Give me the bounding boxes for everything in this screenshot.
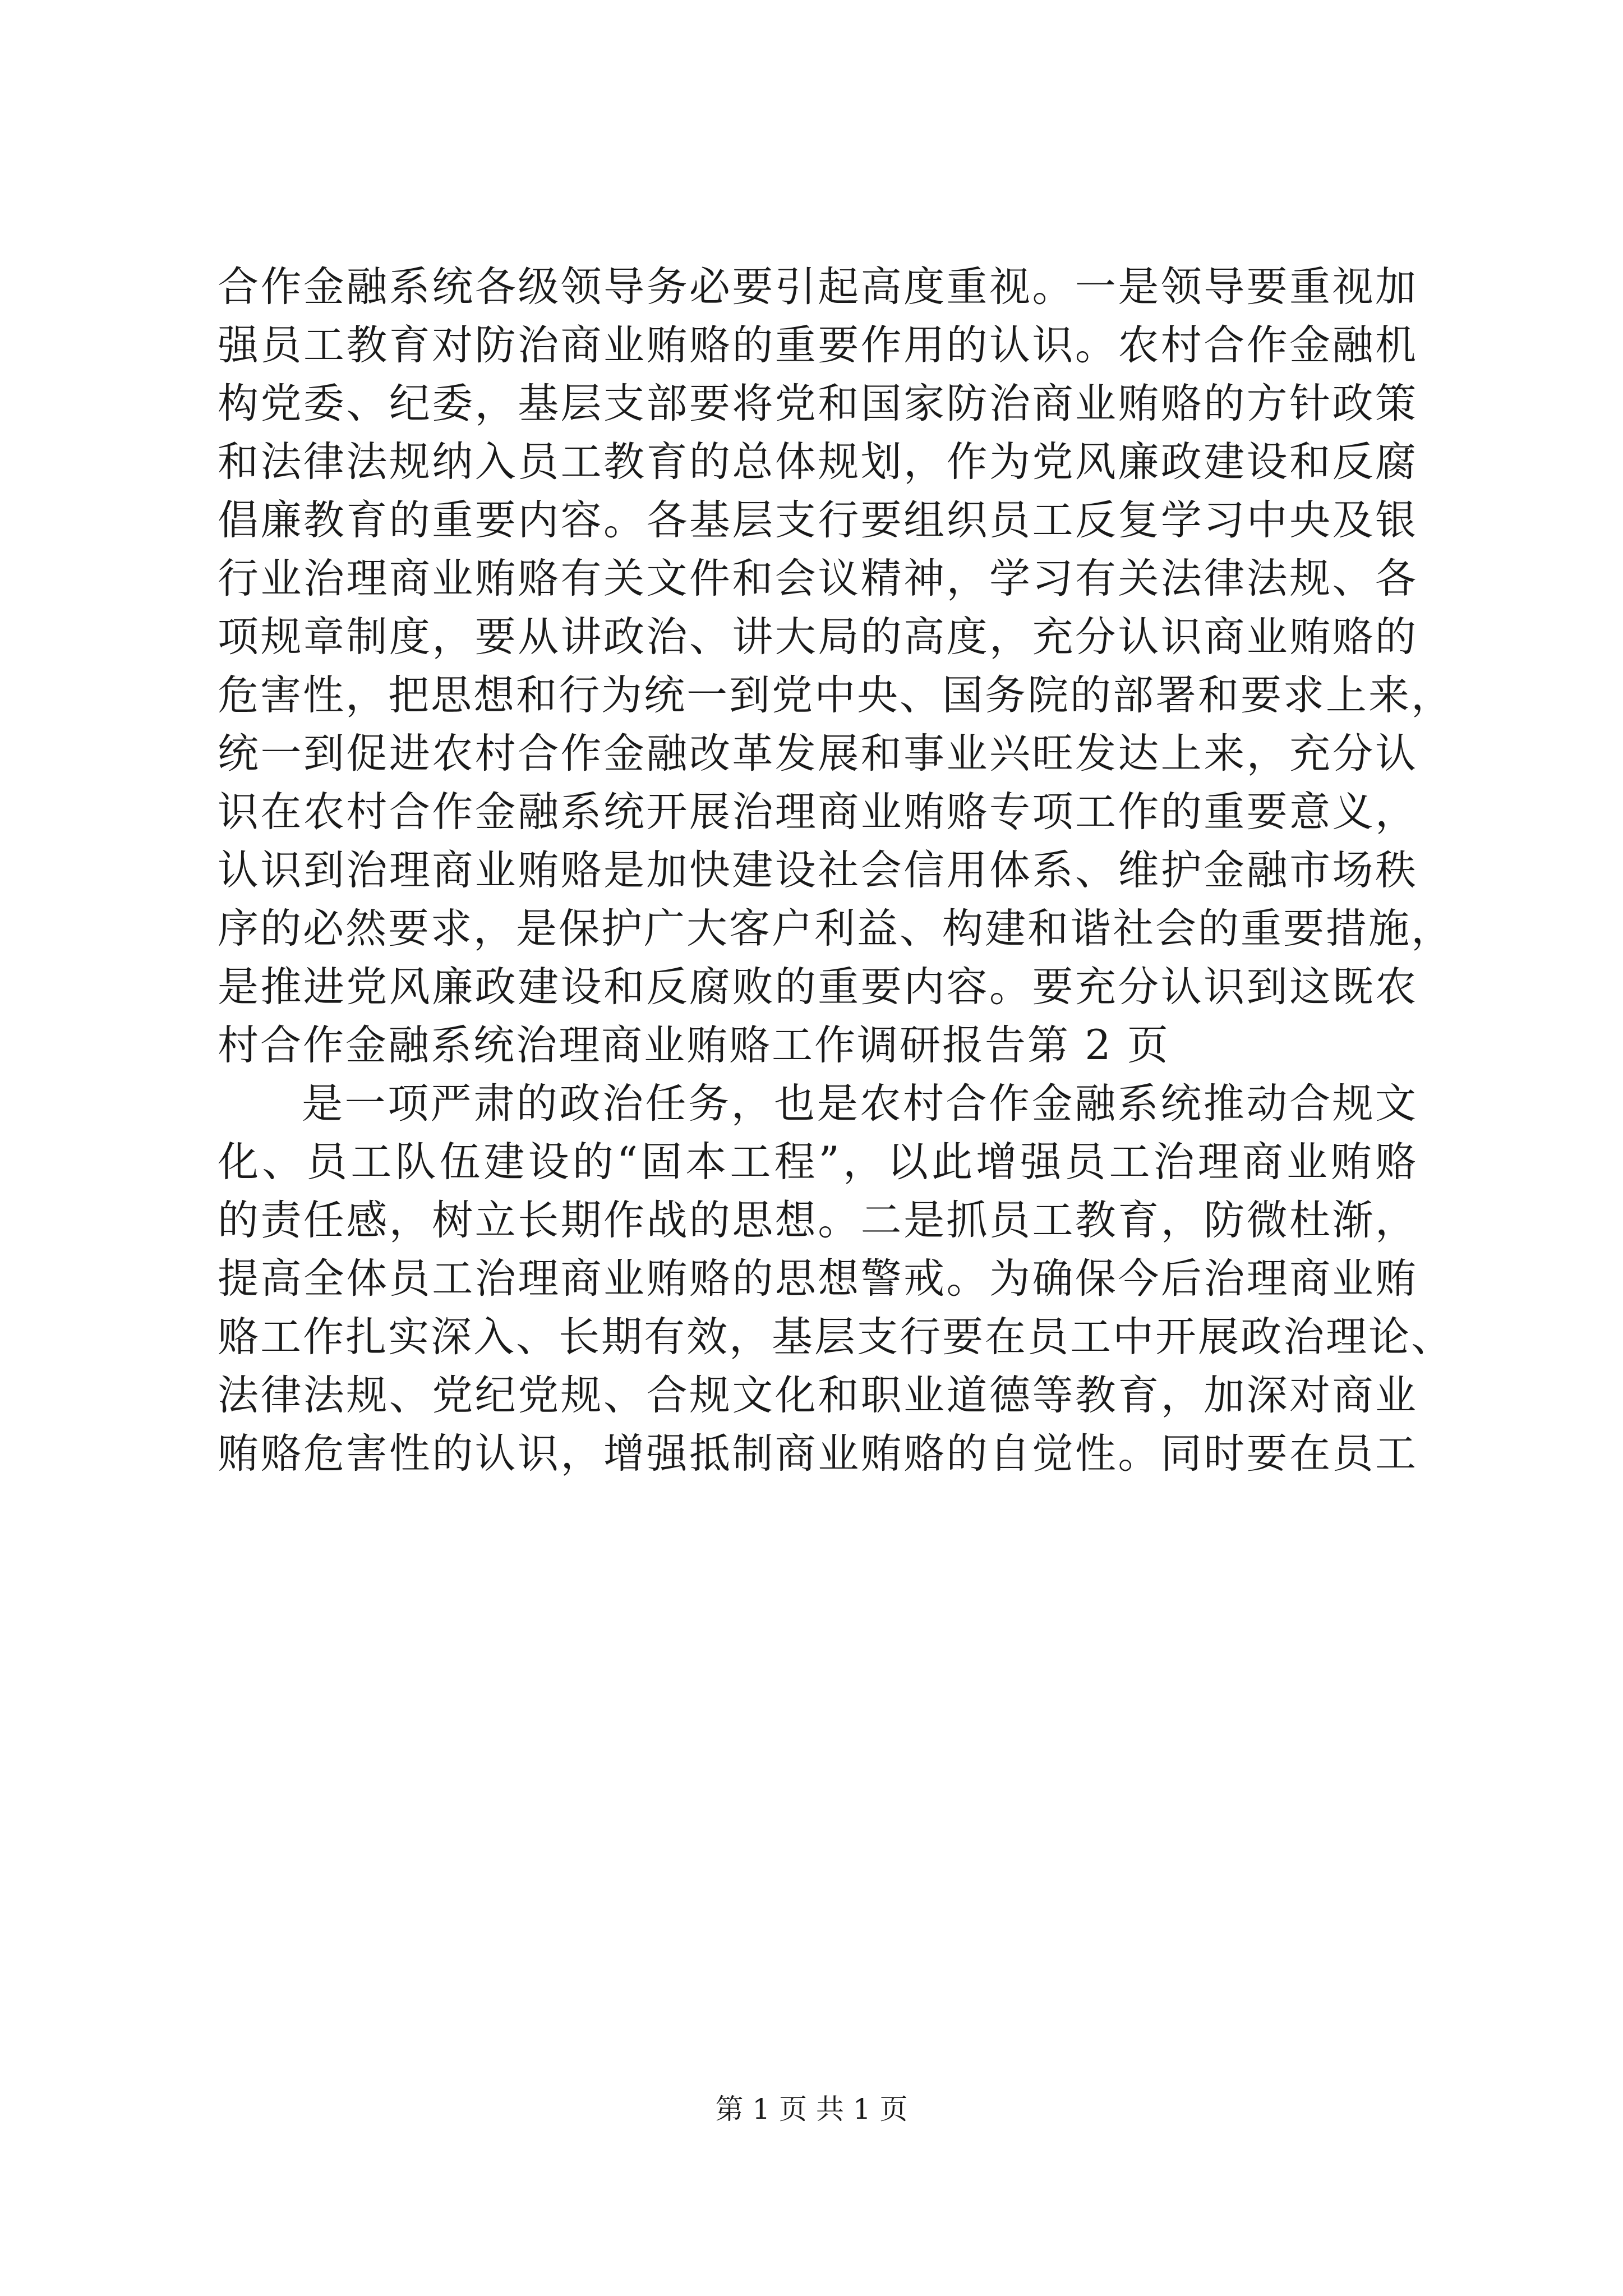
text-line: 和法律法规纳入员工教育的总体规划，作为党风廉政建设和反腐: [218, 438, 1418, 486]
text-line: 合作金融系统各级领导务必要引起高度重视。一是领导要重视加: [218, 263, 1418, 311]
text-line: 构党委、纪委，基层支部要将党和国家防治商业贿赂的方针政策: [218, 380, 1418, 427]
text-line: 法律法规、党纪党规、合规文化和职业道德等教育，加深对商业: [218, 1372, 1418, 1419]
text-line: 提高全体员工治理商业贿赂的思想警戒。为确保今后治理商业贿: [218, 1255, 1418, 1303]
document-body: [218, 258, 1454, 1483]
text-line: 序的必然要求，是保护广大客户利益、构建和谐社会的重要措施，: [218, 905, 1454, 953]
text-line: 强员工教育对防治商业贿赂的重要作用的认识。农村合作金融机: [218, 321, 1418, 369]
text-line: 危害性，把思想和行为统一到党中央、国务院的部署和要求上来，: [218, 671, 1454, 719]
page-number-label: 第 1 页 共 1 页: [715, 2093, 908, 2125]
page-footer: [0, 2091, 1623, 2127]
paragraph-1: [218, 258, 1454, 1075]
text-line: 是一项严肃的政治任务，也是农村合作金融系统推动合规文: [302, 1080, 1418, 1128]
text-line: 识在农村合作金融系统开展治理商业贿赂专项工作的重要意义，: [218, 788, 1418, 836]
text-line: 行业治理商业贿赂有关文件和会议精神，学习有关法律法规、各: [218, 555, 1418, 602]
text-line: 认识到治理商业贿赂是加快建设社会信用体系、维护金融市场秩: [218, 846, 1418, 894]
text-line: 赂工作扎实深入、长期有效，基层支行要在员工中开展政治理论、: [218, 1313, 1454, 1361]
text-line: 是推进党风廉政建设和反腐败的重要内容。要充分认识到这既农: [218, 963, 1418, 1011]
text-line: 贿赂危害性的认识，增强抵制商业贿赂的自觉性。同时要在员工: [218, 1430, 1418, 1478]
text-line: 的责任感，树立长期作战的思想。二是抓员工教育，防微杜渐，: [218, 1197, 1418, 1244]
paragraph-2: [218, 1075, 1454, 1483]
text-line: 化、员工队伍建设的“固本工程”，以此增强员工治理商业贿赂: [218, 1138, 1418, 1186]
text-line: 统一到促进农村合作金融改革发展和事业兴旺发达上来，充分认: [218, 730, 1418, 777]
text-line: 村合作金融系统治理商业贿赂工作调研报告第 2 页: [218, 1022, 1170, 1069]
text-line: 倡廉教育的重要内容。各基层支行要组织员工反复学习中央及银: [218, 496, 1418, 544]
text-line: 项规章制度，要从讲政治、讲大局的高度，充分认识商业贿赂的: [218, 613, 1418, 661]
